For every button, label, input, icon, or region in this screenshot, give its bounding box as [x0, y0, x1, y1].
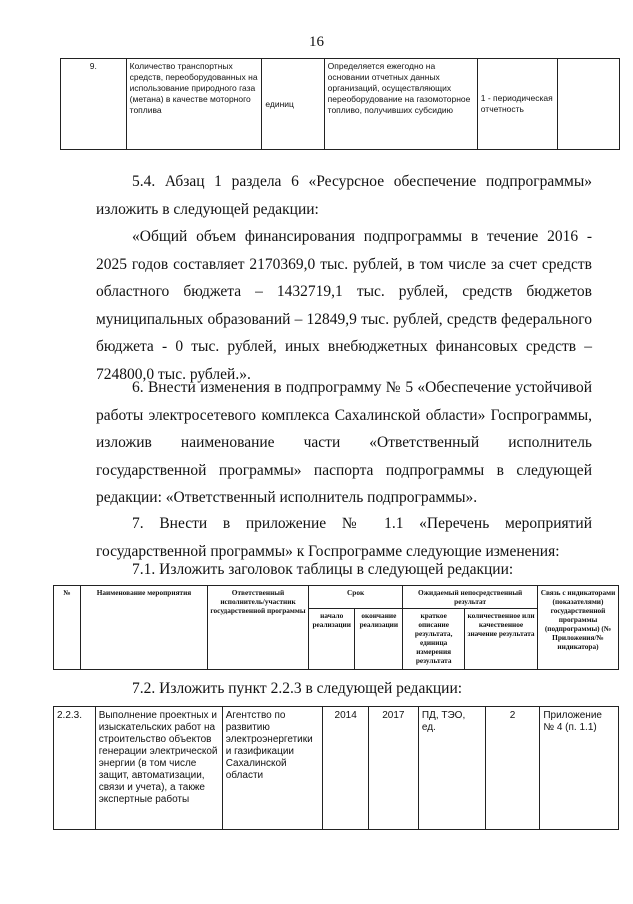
header-result: Ожидаемый непосредственный результат	[403, 586, 538, 609]
header-link: Связь с индикаторами (показателями) государственной программы (подпрограммы) (№ Приложения/№ индикатора)	[538, 586, 619, 670]
header-result-desc: краткое описание результата, единица измерения результата	[403, 609, 465, 670]
cell-result-desc: ПД, ТЭО, ед.	[418, 707, 485, 830]
indicator-table-fragment	[60, 58, 620, 150]
cell-executor: Агентство по развитию электроэнергетики и газификации Сахалинской области	[222, 707, 323, 830]
header-term-start: начало реализации	[309, 609, 355, 670]
cell-name: Выполнение проектных и изыскательских работ на строительство объектов генерации электрической энергии (в том числе защит, автоматизации, связи и учета), а также экспертные работы	[95, 707, 222, 830]
cell-start: 2014	[323, 707, 368, 830]
cell-indicator-name: Количество транспортных средств, переоборудованных на использование природного газа (метана) в качестве моторного топлива	[126, 59, 262, 150]
cell-num: 9.	[61, 59, 127, 150]
cell-extra	[558, 59, 620, 150]
paragraph-7: 7. Внести в приложение № 1.1 «Перечень мероприятий государственной программы» к Госпрограмме следующие изменения:	[96, 515, 592, 560]
cell-end: 2017	[368, 707, 418, 830]
paragraph-5-4: 5.4. Абзац 1 раздела 6 «Ресурсное обеспечение подпрограммы» изложить в следующей редакции:	[96, 173, 592, 218]
header-name: Наименование мероприятия	[81, 586, 208, 670]
header-result-qty: количественное или качественное значение результата	[465, 609, 538, 670]
paragraph-7-1: 7.1. Изложить заголовок таблицы в следующей редакции:	[132, 561, 514, 578]
header-executor: Ответственный исполнитель/участник государственной программы	[208, 586, 309, 670]
header-num: №	[54, 586, 81, 670]
header-term-end: окончание реализации	[355, 609, 403, 670]
paragraph-financing: «Общий объем финансирования подпрограммы в течение 2016 - 2025 годов составляет 2170369,0 тыс. рублей, в том числе за счет средств областного бюджета – 1432719,1 тыс. рублей, средств бюджетов муниципальных образований – 12849,9 тыс. рублей, средств федерального бюджета - 0 тыс. рублей, иных внебюджетных финансовых средств – 724800,0 тыс. рублей.».	[96, 228, 592, 383]
cell-periodicity: 1 - периодическая отчетность	[477, 59, 558, 150]
header-table	[53, 585, 619, 670]
paragraph-7-2: 7.2. Изложить пункт 2.2.3 в следующей редакции:	[132, 680, 463, 697]
table-row	[54, 707, 619, 830]
cell-link: Приложение № 4 (п. 1.1)	[540, 707, 619, 830]
paragraph-6: 6. Внести изменения в подпрограмму № 5 «Обеспечение устойчивой работы электросетевого комплекса Сахалинской области» Госпрограммы, изложив наименование части «Ответственный исполнитель государственной программы» паспорта подпрограммы в следующей редакции: «Ответственный исполнитель подпрограммы».	[96, 379, 592, 506]
header-row	[54, 586, 619, 609]
page-number: 16	[309, 34, 324, 50]
table-row	[61, 59, 620, 150]
row-2-2-3-table	[53, 706, 619, 830]
cell-num: 2.2.3.	[54, 707, 96, 830]
header-term: Срок	[309, 586, 403, 609]
cell-result-qty: 2	[485, 707, 540, 830]
cell-method: Определяется ежегодно на основании отчетных данных организаций, осуществляющих переоборудование на газомоторное топливо, получивших субсидию	[324, 59, 477, 150]
cell-unit: единиц	[262, 59, 324, 150]
